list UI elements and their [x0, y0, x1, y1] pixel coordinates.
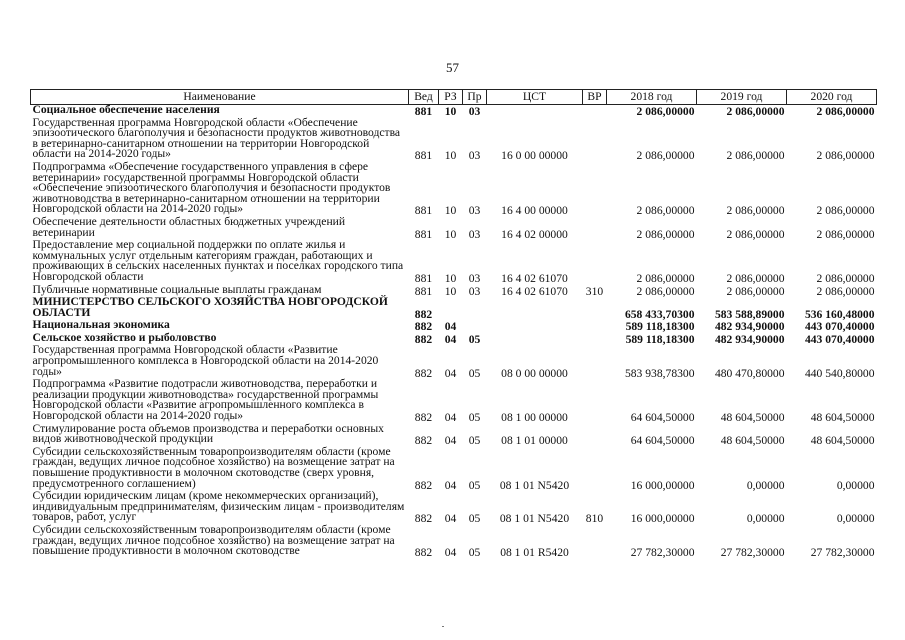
- page-number: 57: [446, 60, 459, 75]
- row-cst: 08 1 01 00000: [501, 434, 568, 448]
- table-row: [31, 424, 877, 447]
- row-name: Субсидии сельскохозяйственным товаропроизводителям области (кроме граждан, ведущих личное подсобное хозяйство) на возмещение затрат на повышение продуктивности в молочном скотоводстве: [32, 522, 395, 558]
- row-ved: 882: [414, 546, 433, 560]
- row-vr: [583, 424, 607, 447]
- row-pr: 05: [468, 478, 481, 492]
- row-2020: 440 540,80000: [804, 366, 875, 380]
- row-ved: 881: [414, 271, 433, 285]
- row-rz: 04: [444, 332, 457, 346]
- row-2018: 16 000,00000: [630, 512, 695, 526]
- row-2018: 589 118,18300: [625, 320, 695, 334]
- row-name: Сельское хозяйство и рыболовство: [32, 330, 217, 344]
- row-2019: 2 086,00000: [726, 105, 785, 118]
- row-cst: 16 4 02 61070: [501, 271, 568, 285]
- row-pr: 05: [468, 512, 481, 526]
- row-2019: 482 934,90000: [714, 320, 785, 334]
- row-2018: 2 086,00000: [636, 271, 695, 285]
- row-2019: 480 470,80000: [714, 366, 785, 380]
- row-vr: [583, 240, 607, 284]
- row-vr: 810: [585, 512, 604, 526]
- table-row: [31, 217, 877, 240]
- row-rz: 10: [444, 149, 457, 163]
- row-2020: 0,00000: [836, 512, 875, 526]
- row-ved: 881: [414, 149, 433, 163]
- table-row: [31, 447, 877, 491]
- row-cst: [487, 333, 583, 346]
- row-2019: 2 086,00000: [726, 204, 785, 218]
- row-2019: 2 086,00000: [726, 149, 785, 163]
- row-vr: [583, 379, 607, 423]
- header-cst: ЦСТ: [487, 90, 583, 105]
- row-2018: 589 118,18300: [625, 332, 695, 346]
- row-name: Подпрограмма «Обеспечение государственного управления в сфере ветеринарии» государственной программы Новгородской области «Обеспечение эпизоотического благополучия и безопасности продуктов животноводства в ветеринарно-санитарном отношении на территории Новгородской области на 2014-2020 годы»: [32, 159, 391, 216]
- row-2019: 27 782,30000: [720, 546, 785, 560]
- row-ved: 882: [414, 411, 433, 425]
- row-2020: 443 070,40000: [804, 332, 875, 346]
- row-cst: 16 4 02 61070: [501, 284, 568, 298]
- row-pr: 03: [468, 227, 481, 241]
- row-ved: 881: [414, 105, 433, 118]
- row-2020: 2 086,00000: [816, 227, 875, 241]
- row-name: Стимулирование роста объемов производства и переработки основных видов животноводческой продукции: [32, 421, 384, 446]
- header-vr: ВР: [583, 90, 607, 105]
- row-pr: 05: [468, 411, 481, 425]
- row-name: Субсидии юридическим лицам (кроме некоммерческих организаций), индивидуальным предпринимателям, физическим лицам - производителям товаров, работ, услуг: [32, 489, 405, 524]
- row-pr: 05: [468, 434, 481, 448]
- row-rz: 04: [444, 366, 457, 380]
- row-2019: 2 086,00000: [726, 227, 785, 241]
- row-2019: 2 086,00000: [726, 284, 785, 298]
- row-2018: 2 086,00000: [636, 105, 695, 118]
- row-name: Публичные нормативные социальные выплаты гражданам: [32, 282, 322, 296]
- row-ved: 881: [414, 284, 433, 298]
- table-row: [31, 491, 877, 525]
- row-rz: 04: [444, 320, 457, 334]
- row-ved: 882: [414, 366, 433, 380]
- row-cst: [487, 297, 583, 320]
- row-2018: 2 086,00000: [636, 204, 695, 218]
- row-pr: 03: [468, 149, 481, 163]
- row-name: Обеспечение деятельности областных бюджетных учреждений ветеринарии: [32, 214, 346, 239]
- row-2019: 0,00000: [746, 512, 785, 526]
- row-2020: 2 086,00000: [816, 284, 875, 298]
- row-2018: 583 938,78300: [624, 366, 695, 380]
- table-row: [31, 240, 877, 284]
- row-cst: 16 4 00 00000: [501, 204, 568, 218]
- table-row: [31, 162, 877, 217]
- header-rz: РЗ: [439, 90, 463, 105]
- header-2019: 2019 год: [697, 90, 787, 105]
- row-name: Предоставление мер социальной поддержки по оплате жилья и коммунальных услуг отдельным категориям граждан, работающих и проживающих в сельских населенных пунктах и поселках городского типа Новгородской области: [32, 238, 404, 283]
- row-pr: [463, 297, 487, 320]
- row-2018: 16 000,00000: [630, 478, 695, 492]
- row-rz: 10: [444, 284, 457, 298]
- row-pr: 05: [468, 366, 481, 380]
- row-2020: 48 604,50000: [810, 411, 875, 425]
- header-ved: Вед: [409, 90, 439, 105]
- row-vr: [583, 525, 607, 559]
- budget-table: [30, 89, 877, 559]
- row-rz: 04: [444, 434, 457, 448]
- header-name: Наименование: [31, 90, 409, 105]
- row-ved: 882: [414, 512, 433, 526]
- header-pr: Пр: [463, 90, 487, 105]
- row-vr: [583, 297, 607, 320]
- row-vr: 310: [585, 284, 604, 298]
- row-name: Субсидии сельскохозяйственным товаропроизводителям области (кроме граждан, ведущих личное подсобное хозяйство) на возмещение затрат на повышение продуктивности в молочном скотоводстве (сверх уровня, предусмотренного соглашением): [32, 444, 395, 490]
- row-vr: [583, 105, 607, 118]
- row-2020: 27 782,30000: [810, 546, 875, 560]
- row-2019: 48 604,50000: [720, 411, 785, 425]
- table-row: [31, 118, 877, 162]
- row-ved: 882: [414, 332, 433, 346]
- row-rz: 10: [444, 105, 457, 118]
- row-ved: 882: [414, 320, 433, 334]
- row-rz: 04: [444, 512, 457, 526]
- row-pr: 03: [468, 204, 481, 218]
- row-2018: 64 604,50000: [630, 434, 695, 448]
- row-2019: 48 604,50000: [720, 434, 785, 448]
- row-ved: 882: [414, 478, 433, 492]
- row-2019: 583 588,89000: [714, 307, 785, 321]
- row-2019: 0,00000: [746, 478, 785, 492]
- row-name: МИНИСТЕРСТВО СЕЛЬСКОГО ХОЗЯЙСТВА НОВГОРОДСКОЙ ОБЛАСТИ: [32, 295, 388, 319]
- header-2018: 2018 год: [607, 90, 697, 105]
- row-rz: 10: [444, 204, 457, 218]
- row-2020: 2 086,00000: [816, 204, 875, 218]
- row-2018: 658 433,70300: [624, 307, 695, 321]
- row-cst: [487, 320, 583, 333]
- row-vr: [583, 217, 607, 240]
- row-cst: 08 1 01 R5420: [500, 546, 569, 560]
- row-2018: 2 086,00000: [636, 227, 695, 241]
- row-rz: 04: [444, 411, 457, 425]
- scan-speck: [442, 626, 444, 627]
- row-2019: 482 934,90000: [714, 332, 785, 346]
- row-ved: 882: [414, 307, 433, 321]
- row-ved: 882: [414, 434, 433, 448]
- row-pr: [463, 320, 487, 333]
- row-name: Государственная программа Новгородской области «Обеспечение эпизоотического благополучия и безопасности продуктов животноводства в ветеринарно-санитарном отношении на территории Новгородской области на 2014-2020 годы»: [32, 115, 401, 161]
- row-vr: [583, 118, 607, 162]
- row-2020: 443 070,40000: [804, 320, 875, 334]
- table-row: [31, 525, 877, 559]
- row-2020: 0,00000: [836, 478, 875, 492]
- row-name: Национальная экономика: [32, 318, 170, 332]
- row-cst: [487, 105, 583, 118]
- row-2018: 64 604,50000: [630, 411, 695, 425]
- row-cst: 16 0 00 00000: [501, 149, 568, 163]
- header-2020: 2020 год: [787, 90, 877, 105]
- row-pr: 03: [468, 284, 481, 298]
- row-vr: [583, 333, 607, 346]
- table-row: [31, 297, 877, 320]
- row-2018: 27 782,30000: [630, 546, 695, 560]
- row-vr: [583, 320, 607, 333]
- row-2020: 536 160,48000: [804, 307, 875, 321]
- row-cst: 08 1 00 00000: [501, 411, 568, 425]
- row-2018: 2 086,00000: [636, 149, 695, 163]
- row-pr: 03: [468, 271, 481, 285]
- row-rz: 04: [444, 478, 457, 492]
- row-rz: 10: [444, 271, 457, 285]
- row-pr: 05: [468, 332, 481, 346]
- row-cst: 16 4 02 00000: [501, 227, 568, 241]
- row-name: Государственная программа Новгородской области «Развитие агропромышленного комплекса в Новгородской области на 2014-2020 годы»: [32, 343, 379, 378]
- table-row: [31, 345, 877, 379]
- row-pr: 03: [468, 105, 481, 118]
- row-rz: 10: [444, 227, 457, 241]
- row-vr: [583, 345, 607, 379]
- row-name: Социальное обеспечение населения: [32, 103, 220, 116]
- row-cst: 08 1 01 N5420: [499, 478, 570, 492]
- table-row: [31, 379, 877, 423]
- row-2020: 48 604,50000: [810, 434, 875, 448]
- row-pr: 05: [468, 546, 481, 560]
- row-vr: [583, 162, 607, 217]
- row-ved: 881: [414, 204, 433, 218]
- row-rz: 04: [444, 546, 457, 560]
- row-2020: 2 086,00000: [816, 149, 875, 163]
- row-2019: 2 086,00000: [726, 271, 785, 285]
- row-name: Подпрограмма «Развитие подотрасли животноводства, переработки и реализации продукции животноводства» государственной программы Новгородской области «Развитие агропромышленного комплекса в Новгородской области на 2014-2020 годы»: [32, 377, 379, 423]
- row-2018: 2 086,00000: [636, 284, 695, 298]
- row-ved: 881: [414, 227, 433, 241]
- row-vr: [583, 447, 607, 491]
- row-2020: 2 086,00000: [816, 105, 875, 118]
- row-cst: 08 1 01 N5420: [499, 512, 570, 526]
- row-2020: 2 086,00000: [816, 271, 875, 285]
- row-rz: [439, 297, 463, 320]
- row-cst: 08 0 00 00000: [501, 366, 568, 380]
